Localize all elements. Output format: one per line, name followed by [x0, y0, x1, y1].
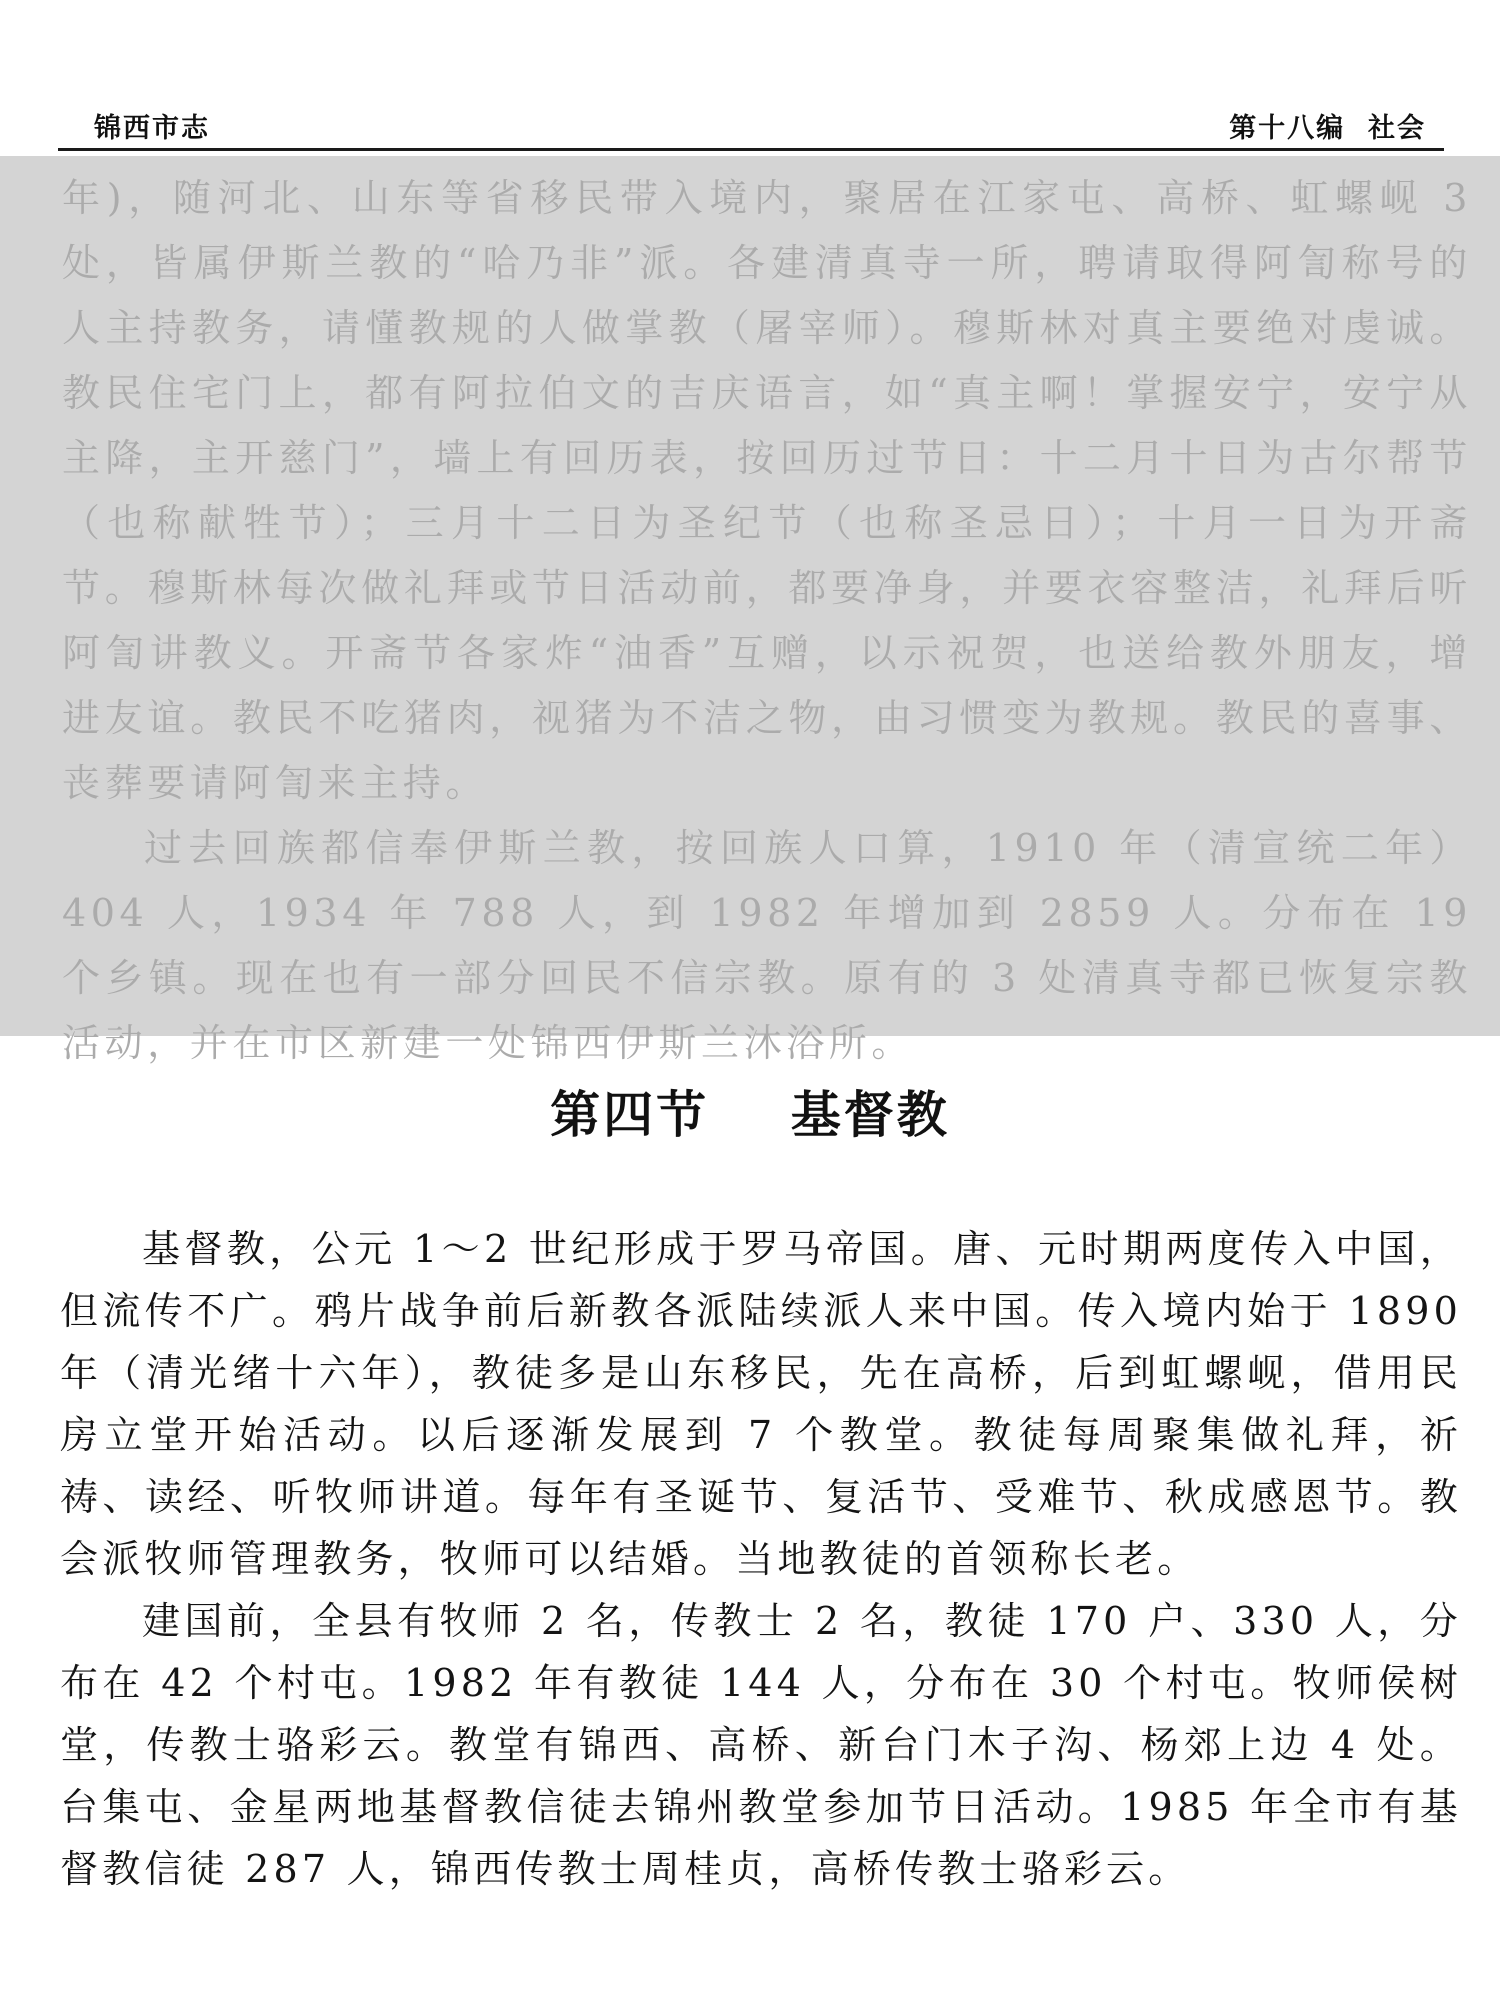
- shaded-paragraph-2: 过去回族都信奉伊斯兰教，按回族人口算，1910 年（清宣统二年）404 人，1934 年 788 人，到 1982 年增加到 2859 人。分布在 19 个乡镇。现在也有一部分回民不信宗教。原有的 3 处清真寺都已恢复宗教活动，并在市区新建一处锦西伊斯兰沐浴所。: [62, 826, 1472, 1065]
- running-header: [58, 96, 1444, 151]
- section-body: [60, 1218, 1462, 1900]
- shaded-paragraph-1: 年)，随河北、山东等省移民带入境内，聚居在江家屯、高桥、虹螺岘 3 处，皆属伊斯兰教的“哈乃非”派。各建清真寺一所，聘请取得阿訇称号的人主持教务，请懂教规的人做掌教（屠宰师）。穆斯林对真主要绝对虔诚。教民住宅门上，都有阿拉伯文的吉庆语言，如“真主啊！掌握安宁，安宁从主降，主开慈门”，墙上有回历表，按回历过节日：十二月十日为古尔帮节（也称献牲节）；三月十二日为圣纪节（也称圣忌日）；十月一日为开斋节。穆斯林每次做礼拜或节日活动前，都要净身，并要衣容整洁，礼拜后听阿訇讲教义。开斋节各家炸“油香”互赠，以示祝贺，也送给教外朋友，增进友谊。教民不吃猪肉，视猪为不洁之物，由习惯变为教规。教民的喜事、丧葬要请阿訇来主持。: [62, 176, 1472, 805]
- section-heading: 第四节 基督教: [550, 1085, 950, 1144]
- part-title: 第十八编 社会: [1229, 113, 1426, 144]
- shaded-text-block: [62, 166, 1472, 1076]
- book-title: 锦西市志: [94, 113, 210, 144]
- body-paragraph-2: 建国前，全县有牧师 2 名，传教士 2 名，教徒 170 户、330 人，分布在 42 个村屯。1982 年有教徒 144 人，分布在 30 个村屯。牧师侯树堂，传教士骆彩云。教堂有锦西、高桥、新台门木子沟、杨郊上边 4 处。台集屯、金星两地基督教信徒去锦州教堂参加节日活动。1985 年全市有基督教信徒 287 人，锦西传教士周桂贞，高桥传教士骆彩云。: [60, 1599, 1462, 1891]
- body-paragraph-1: 基督教，公元 1～2 世纪形成于罗马帝国。唐、元时期两度传入中国，但流传不广。鸦片战争前后新教各派陆续派人来中国。传入境内始于 1890 年（清光绪十六年），教徒多是山东移民，先在高桥，后到虹螺岘，借用民房立堂开始活动。以后逐渐发展到 7 个教堂。教徒每周聚集做礼拜，祈祷、读经、听牧师讲道。每年有圣诞节、复活节、受难节、秋成感恩节。教会派牧师管理教务，牧师可以结婚。当地教徒的首领称长老。: [60, 1227, 1462, 1581]
